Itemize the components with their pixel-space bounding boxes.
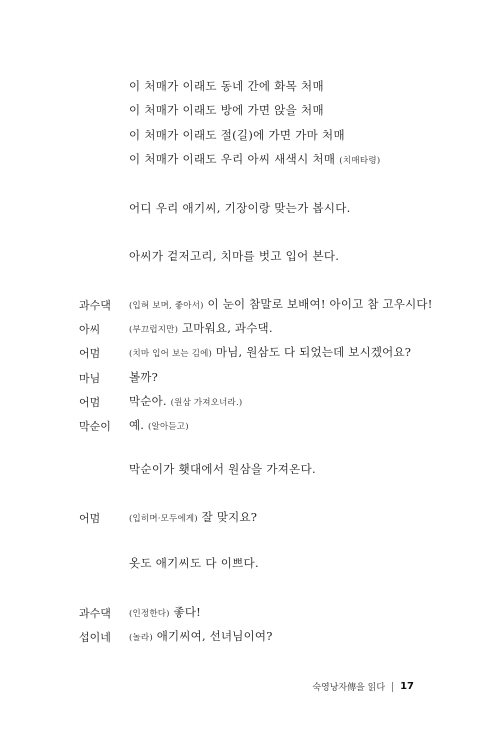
song-line-4: 이 처매가 이래도 우리 아씨 새색시 처매 (치매타령) xyxy=(129,152,381,166)
speaker: 섭이네 xyxy=(79,631,111,644)
speaker: 과수댁 xyxy=(79,607,111,620)
song-note: (치매타령) xyxy=(339,156,381,166)
speaker: 어멈 xyxy=(79,396,101,409)
speaker: 마님 xyxy=(79,372,101,385)
speaker: 어멈 xyxy=(79,347,101,360)
stage-direction-3: 옷도 애기씨도 다 이쁘다. xyxy=(129,556,259,570)
page-footer xyxy=(312,680,414,693)
dialogue-line: (입혀 보며, 좋아서) 이 눈이 참말로 보배여! 아이고 참 고우시다! xyxy=(129,297,433,311)
footer-divider xyxy=(392,682,393,692)
page-number: 17 xyxy=(400,681,414,692)
dialogue-line: 막순아. (원삼 가져오너라.) xyxy=(129,394,243,408)
dialogue-line: 볼까? xyxy=(129,370,158,384)
speaker: 과수댁 xyxy=(79,299,111,312)
speaker: 막순이 xyxy=(79,420,111,433)
song-line-2: 이 처매가 이래도 방에 가면 앉을 처매 xyxy=(129,103,324,117)
speaker: 아씨 xyxy=(79,323,101,336)
stage-direction-2: 막순이가 횃대에서 원삼을 가져온다. xyxy=(129,462,316,476)
speaker: 어멈 xyxy=(79,512,101,525)
dialogue-line: (치마 입어 보는 김에) 마님, 원삼도 다 되었는데 보시겠어요? xyxy=(129,345,412,359)
dialogue-line: (부끄럽지만) 고마워요, 과수댁. xyxy=(129,321,273,335)
stage-direction-1: 아씨가 겉저고리, 치마를 벗고 입어 본다. xyxy=(129,249,340,263)
dialogue-line: (입히며·모두에게) 잘 맞지요? xyxy=(129,510,258,524)
song-line-3: 이 처매가 이래도 절(길)에 가면 가마 처매 xyxy=(129,128,345,142)
dialogue-line: 예. (알아듣고) xyxy=(129,418,189,432)
dialogue-line: (놀라) 애기씨여, 선녀님이여? xyxy=(129,629,273,643)
song-line-1: 이 처매가 이래도 동네 간에 화목 처매 xyxy=(129,79,324,93)
dialogue-line: (인정한다) 좋다! xyxy=(129,605,201,619)
running-title: 숙영낭자傳을 읽다 xyxy=(312,683,386,693)
dialogue-line-where: 어디 우리 애기씨, 기장이랑 맞는가 봅시다. xyxy=(129,201,351,215)
